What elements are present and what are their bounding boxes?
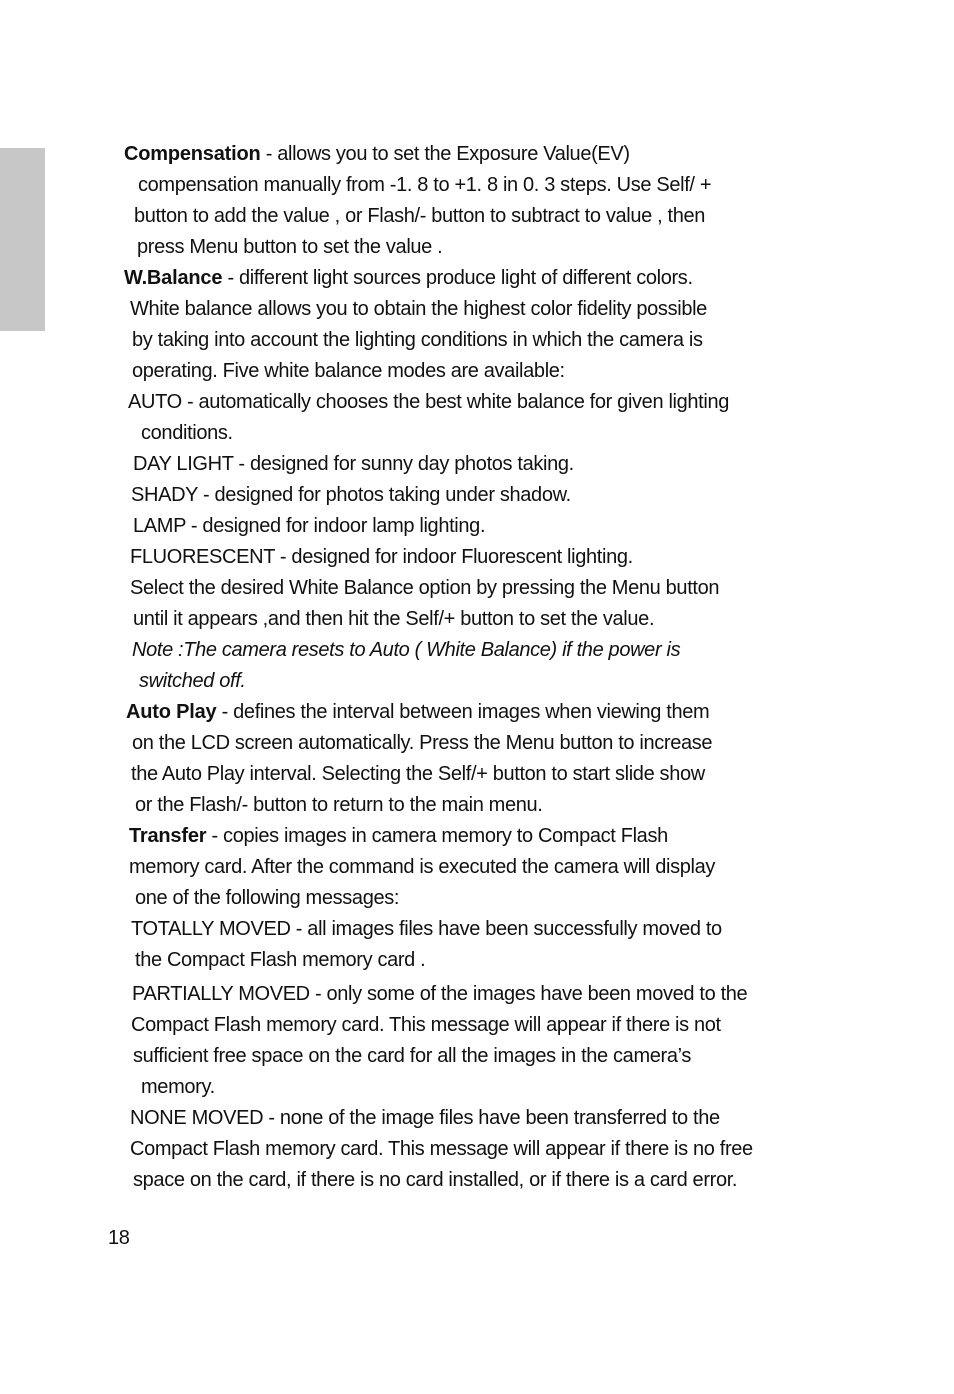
wbalance-line-4: operating. Five white balance modes are available: [132, 360, 565, 382]
wb-mode-daylight: DAY LIGHT - designed for sunny day photos taking. [133, 453, 574, 475]
autoplay-term: Auto Play [126, 701, 217, 723]
wb-mode-fluorescent: FLUORESCENT - designed for indoor Fluorescent lighting. [130, 546, 633, 568]
compensation-line-1: Compensation - allows you to set the Exposure Value(EV) [124, 143, 630, 165]
compensation-line-4: press Menu button to set the value . [137, 236, 443, 258]
compensation-line-3: button to add the value , or Flash/- button to subtract to value , then [134, 205, 706, 227]
transfer-totally-moved: TOTALLY MOVED - all images files have been successfully moved to [131, 918, 722, 940]
autoplay-line-2: on the LCD screen automatically. Press the Menu button to increase [132, 732, 713, 754]
transfer-line-2: memory card. After the command is executed the camera will display [129, 856, 716, 878]
compensation-line-2: compensation manually from -1. 8 to +1. 8 in 0. 3 steps. Use Self/ + [138, 174, 712, 196]
wb-select-line-2: until it appears ,and then hit the Self/+ button to set the value. [133, 608, 655, 630]
page-number: 18 [108, 1227, 130, 1249]
wb-mode-shady: SHADY - designed for photos taking under shadow. [131, 484, 571, 506]
section-side-tab [0, 148, 45, 331]
transfer-partially-moved-cont-2: sufficient free space on the card for all the images in the camera’s [133, 1045, 691, 1067]
wbalance-line-2: White balance allows you to obtain the highest color fidelity possible [130, 298, 707, 320]
transfer-partially-moved: PARTIALLY MOVED - only some of the images have been moved to the [132, 983, 748, 1005]
transfer-line-3: one of the following messages: [135, 887, 400, 909]
transfer-partially-moved-cont-1: Compact Flash memory card. This message will appear if there is not [131, 1014, 721, 1036]
transfer-none-moved: NONE MOVED - none of the image files have been transferred to the [130, 1107, 720, 1129]
wbalance-line-1: W.Balance - different light sources produce light of different colors. [124, 267, 693, 289]
transfer-partially-moved-cont-3: memory. [141, 1076, 215, 1098]
wb-mode-auto-cont: conditions. [141, 422, 233, 444]
wb-mode-lamp: LAMP - designed for indoor lamp lighting. [133, 515, 486, 537]
transfer-term: Transfer [129, 825, 207, 847]
compensation-term: Compensation [124, 143, 261, 165]
transfer-line-1: Transfer - copies images in camera memory to Compact Flash [129, 825, 668, 847]
wb-note-line-1: Note :The camera resets to Auto ( White Balance) if the power is [132, 639, 681, 661]
wb-select-line-1: Select the desired White Balance option by pressing the Menu button [130, 577, 720, 599]
transfer-totally-moved-cont: the Compact Flash memory card . [135, 949, 426, 971]
autoplay-line-3: the Auto Play interval. Selecting the Self/+ button to start slide show [131, 763, 705, 785]
wbalance-line-3: by taking into account the lighting conditions in which the camera is [132, 329, 703, 351]
transfer-none-moved-cont-1: Compact Flash memory card. This message will appear if there is no free [130, 1138, 753, 1160]
transfer-none-moved-cont-2: space on the card, if there is no card installed, or if there is a card error. [133, 1169, 738, 1191]
wb-mode-auto: AUTO - automatically chooses the best white balance for given lighting [128, 391, 730, 413]
wb-note-line-2: switched off. [139, 670, 246, 692]
autoplay-line-1: Auto Play - defines the interval between images when viewing them [126, 701, 710, 723]
autoplay-line-4: or the Flash/- button to return to the main menu. [135, 794, 543, 816]
wbalance-term: W.Balance [124, 267, 223, 289]
